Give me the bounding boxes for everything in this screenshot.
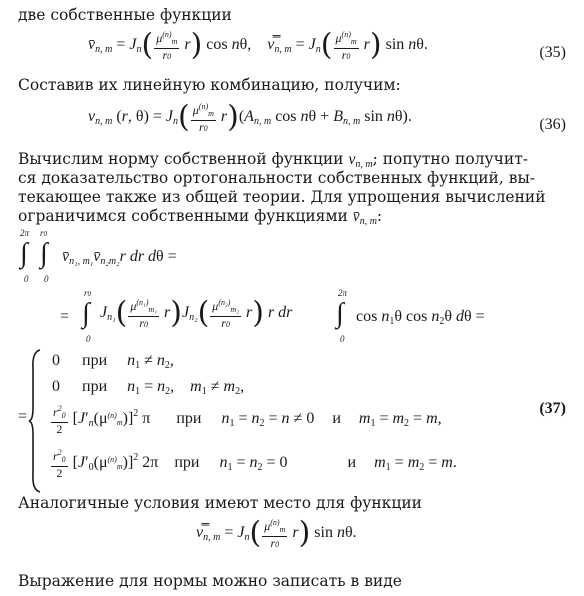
paragraph-text: ограничимся собственными функциями — [18, 207, 348, 225]
equation-number: (35) — [539, 44, 566, 61]
case-word: при — [174, 453, 200, 471]
paragraph-text: Выражение для нормы можно записать в виде — [18, 572, 402, 590]
equation-v-double-bar: $v̿_{n, m} = J_n$( $\frac{\mu^{(n)}m}{r0}$ r) sin nθ. — [196, 515, 357, 551]
integral-line-1: 2π ∫ 0 r0 ∫ 0 $v̄_{n_1, m_1}v̄_{n_2m_2}r$ dr dθ = — [20, 228, 177, 284]
equation-36: $v_{n, m}$ (r, $\theta) = J_n$( $\frac{\mu^{(n)}m}{r0}$ $r)(A_{n, m}$ $\cos n\theta + B_{n, m}$ sin nθ). — [88, 99, 412, 135]
case-row-4: $\frac{r^20}{2}$ $[J'_0(\mu^{(n)}m)]^2$ 2π при n1 = n2 = 0 и m1 = m2 = m. — [53, 448, 457, 480]
paragraph-text: текающее также из общей теории. Для упрощения вычислений — [18, 188, 546, 206]
equation-number: (36) — [539, 116, 566, 133]
case-row-3: $\frac{r^20}{2}$ $[J'_n(\mu^{(n)}m)]^2$ π при n1 = n2 = n ≠ 0 и m1 = m2 = m, — [53, 404, 442, 436]
case-word: при — [176, 409, 202, 427]
paragraph-text: две собственные функции — [18, 6, 232, 24]
case-word: при — [82, 352, 108, 369]
paragraph-text: ся доказательство ортогональности собственных функций, вы- — [18, 169, 536, 187]
left-brace — [28, 348, 42, 494]
case-word: при — [82, 378, 108, 395]
paragraph-text: Составив их линейную комбинацию, получим: — [18, 76, 401, 94]
paragraph-text: ; попутно получит- — [372, 150, 529, 168]
case-word: и — [347, 453, 357, 471]
case-value: 0 — [52, 352, 60, 369]
paragraph-text: Аналогичные условия имеют место для функции — [18, 494, 422, 512]
case-value: 0 — [52, 378, 60, 395]
case-word: и — [332, 409, 341, 427]
integral-line-2: = r0 ∫ 0 $J_{n_1}$( $\frac{\mu^{(n_1)}m_1}{r0}$ $r)J_{n_2}$( $\frac{\mu^{(n_2)}m_2}{r0}$ r) r dr 2π ∫ 0 cos n1θ cos n2θ dθ = — [60, 288, 485, 344]
case-row-2: 0 при n1 = n2, m1 ≠ m2, — [52, 378, 245, 397]
equals-sign: = — [18, 408, 28, 425]
equation-number: (37) — [539, 400, 566, 417]
equation-35: $v̄_{n, m} = J_n$( $\frac{\mu^{(n)}m}{r0}$ r) cos nθ, $v̿_{n, m} = J_n$( $\frac{\mu^{(n)}m}{r0}$ r) sin nθ. — [88, 27, 428, 63]
paragraph-text: Вычислим норму собственной функции — [18, 150, 344, 168]
case-row-1: 0 при n1 ≠ n2, — [52, 352, 174, 371]
